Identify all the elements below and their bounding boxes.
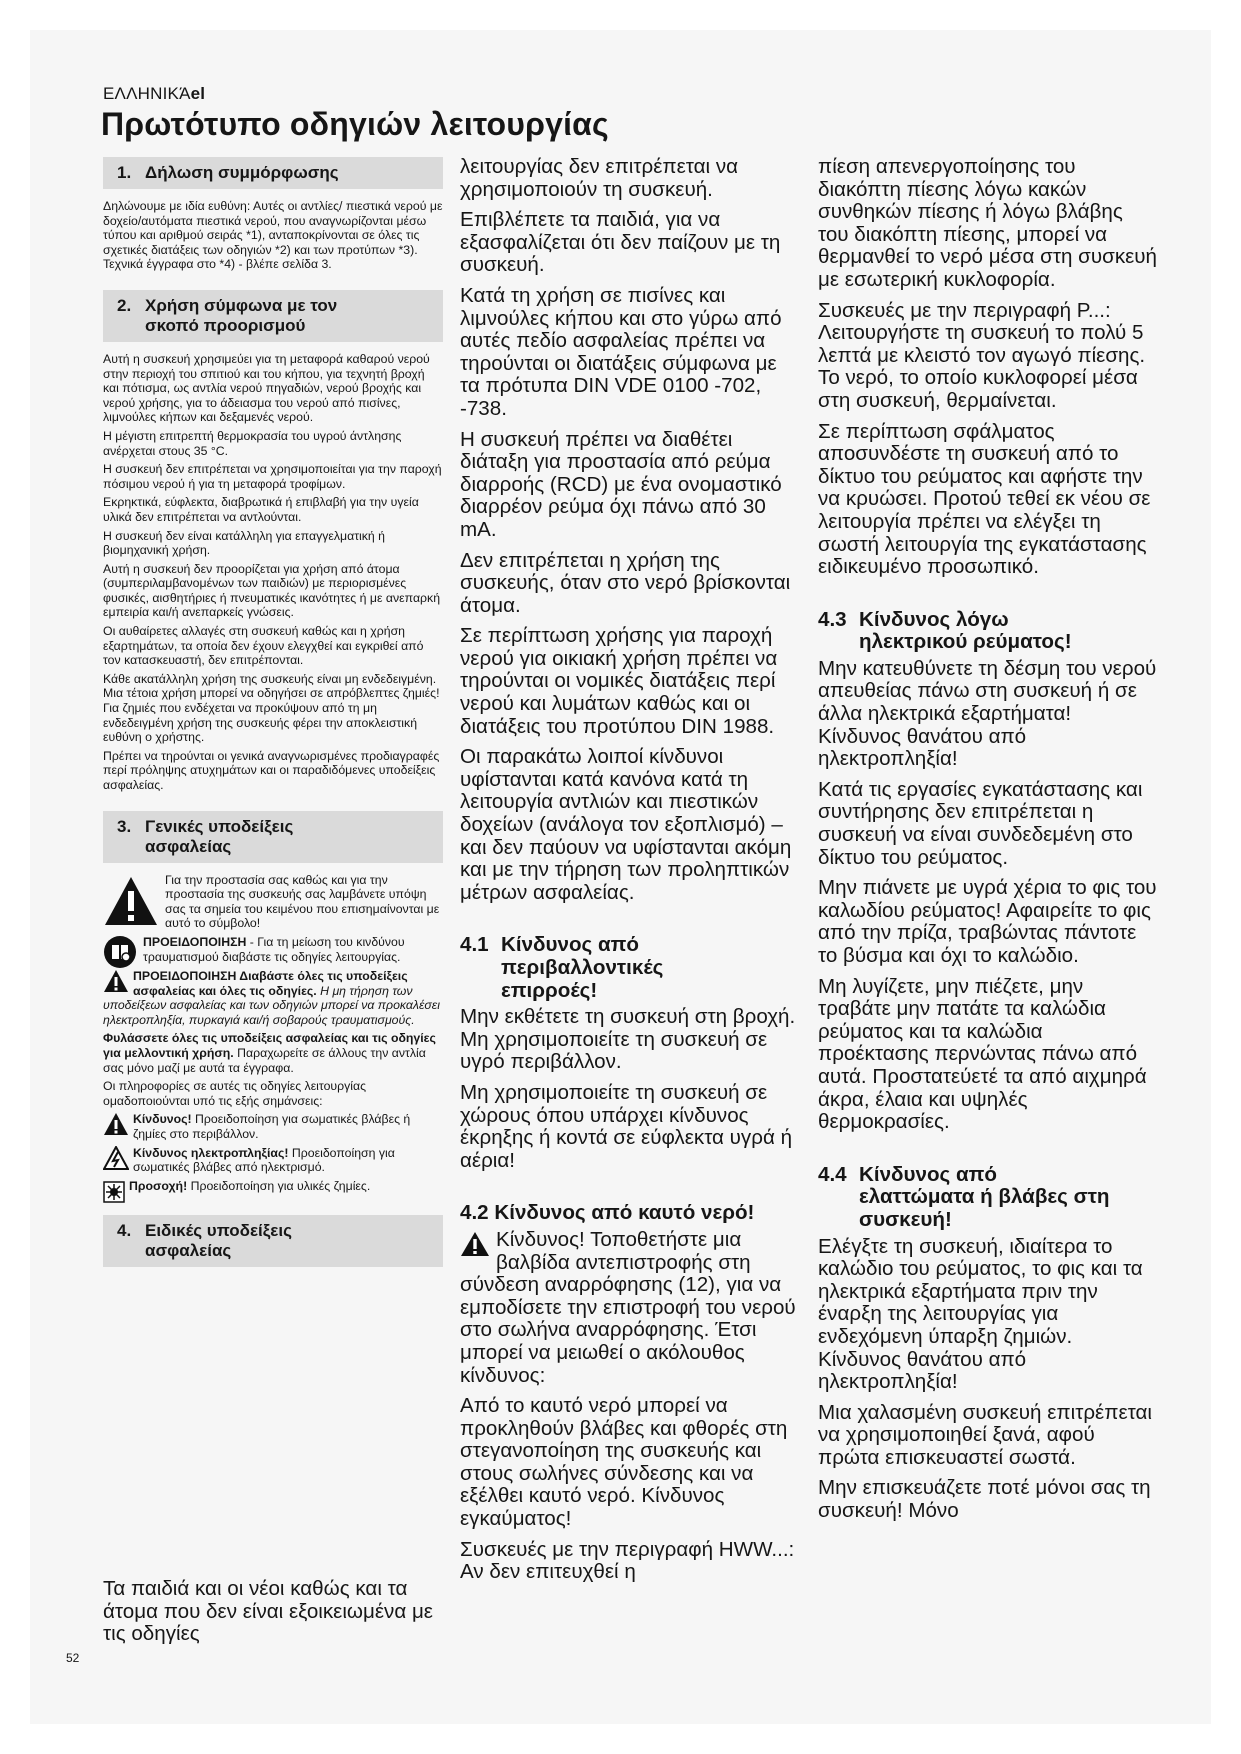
paragraph: Μην επισκευάζετε ποτέ μόνοι σας τη συσκευή! Μόνο [818, 1476, 1151, 1523]
section-2-heading: 2. Χρήση σύμφωνα με τον σκοπό προορισμού [103, 290, 443, 342]
column-3 [818, 156, 1158, 1531]
paragraph: Κατά τη χρήση σε πισίνες και λιμνούλες κήπου και στο γύρω από αυτές πεδίο ασφαλείας πρέπει να τηρούνται οι διατάξεις σύμφωνα με τα πρότυπα DIN VDE 0100 -702, -738. [460, 283, 782, 420]
caution-icon [103, 1181, 125, 1203]
paragraph: ΠΡΟΕΙΔΟΠΟΙΗΣΗ Διαβάστε όλες τις υποδείξεις ασφαλείας και όλες τις οδηγίες. Η μη τήρηση των υποδείξεων ασφαλείας και των οδηγιών μπορεί να προκαλέσει ηλεκτροπληξία, πυρκαγιά και/ή σοβαρούς τραυματισμούς. [103, 968, 440, 1027]
paragraph: Μην πιάνετε με υγρά χέρια το φις του καλωδίου ρεύματος! Αφαιρείτε το φις από την πρίζα, τραβώντας πάντοτε το βύσμα και όχι το καλώδιο. [818, 876, 1157, 967]
paragraph: Δηλώνουμε με ιδία ευθύνη: Αυτές οι αντλίες/ πιεστικά νερού με δοχείο/αυτόματα πιεστικά νερού, που αναγνωρίζονται μέσω τύπου και αριθμού σειράς *1), ανταποκρίνονται σε όλες τις σχετικές διατάξεις των οδηγιών *2) και των προτύπων *3). Τεχνικά έγγραφα στο *4) - βλέπε σελίδα 3. [103, 199, 443, 272]
warning-triangle-icon [103, 969, 129, 993]
page-number: 52 [66, 1651, 80, 1665]
paragraph: Μη χρησιμοποιείτε τη συσκευή σε χώρους όπου υπάρχει κίνδυνος έκρηξης ή κοντά σε εύφλεκτα υγρά ή αέρια! [460, 1080, 793, 1172]
section-4-3-heading: 4.3 Κίνδυνος λόγω ηλεκτρικού ρεύματος! [818, 607, 1072, 654]
paragraph: Οι παρακάτω λοιποί κίνδυνοι υφίστανται κατά κανόνα κατά τη λειτουργία αντλιών και πιεστικών δοχείων (ανάλογα τον εξοπλισμό) – και δεν παύουν να υφίστανται ακόμη και με την τήρηση των προληπτικών μέτρων ασφαλείας. [460, 745, 792, 904]
section-4-1-heading: 4.1 Κίνδυνος από περιβαλλοντικές επιρροές! [460, 933, 664, 1002]
paragraph: Από το καυτό νερό μπορεί να προκληθούν βλάβες και φθορές στη στεγανοποίηση της συσκευής και στους σωλήνες σύνδεσης και να εξέλθει καυτό νερό. Κίνδυνος εγκαύματος! [460, 1394, 788, 1531]
paragraph: Αυτή η συσκευή δεν προορίζεται για χρήση από άτομα (συμπεριλαμβανομένων των παιδιών) με περιορισμένες φυσικές, αισθητήριες ή πνευματικές ικανότητες ή με ανεπαρκή εμπειρία και/ή ανεπαρκείς γνώσεις. [103, 561, 441, 620]
column-1 [103, 157, 443, 1277]
paragraph: Μην κατευθύνετε τη δέσμη του νερού απευθείας πάνω στη συσκευή ή σε άλλα ηλεκτρικά εξαρτήματα! Κίνδυνος θανάτου από ηλεκτροπληξία! [818, 656, 1157, 771]
paragraph: Η μέγιστη επιτρεπτή θερμοκρασία του υγρού άντλησης ανέρχεται στους 35 °C. [103, 428, 402, 458]
paragraph: Αυτή η συσκευή χρησιμεύει για τη μεταφορά καθαρού νερού στην περιοχή του σπιτιού και του κήπου, για τεχνητή βροχή και πότισμα, ως αντλία νερού πηγαδιών, νερού βροχής και νερού χρήσης, για το άδειασμα του νερού από πισίνες, λιμνούλες κήπων και δεξαμενές νερού. [103, 351, 430, 425]
paragraph: Φυλάσσετε όλες τις υποδείξεις ασφαλείας και τις οδηγίες για μελλοντική χρήση. Παραχωρείτε σε άλλους την αντλία σας μόνο μαζί με αυτά τα έγγραφα. [103, 1031, 436, 1075]
paragraph: Σε περίπτωση σφάλματος αποσυνδέστε τη συσκευή από το δίκτυο του ρεύματος και αφήστε την να κρυώσει. Προτού τεθεί εκ νέου σε λειτουργία πρέπει να ελέγξει τη σωστή λειτουργία της εγκατάστασης ειδικευμένο προσωπικό. [818, 419, 1151, 579]
column-2 [460, 156, 800, 1592]
paragraph: Δεν επιτρέπεται η χρήση της συσκευής, όταν στο νερό βρίσκονται άτομα. [460, 548, 791, 617]
paragraph: Κίνδυνος ηλεκτροπληξίας! Προειδοποίηση για σωματικές βλάβες από ηλεκτρισμό. [103, 1146, 443, 1175]
electric-shock-icon [103, 1146, 129, 1170]
section-1-heading: 1. Δήλωση συμμόρφωσης [103, 157, 443, 189]
paragraph: Εκρηκτικά, εύφλεκτα, διαβρωτικά ή επιβλαβή για την υγεία υλικά δεν επιτρέπεται να αντλούνται. [103, 495, 419, 524]
paragraph: Μην εκθέτετε τη συσκευή στη βροχή. Μη χρησιμοποιείτε τη συσκευή σε υγρό περιβάλλον. [460, 1005, 796, 1074]
paragraph: Κίνδυνος! Τοποθετήστε μια βαλβίδα αντεπιστροφής στη σύνδεση αναρρόφησης (12), για να εμποδίσετε την επιστροφή του νερού στο σωλήνα αναρρόφησης. Έτσι μπορεί να μειωθεί ο ακόλουθος κίνδυνος: [460, 1227, 796, 1387]
column-1-continued [103, 1578, 443, 1654]
paragraph: Συσκευές με την περιγραφή P...: Λειτουργήστε τη συσκευή το πολύ 5 λεπτά με κλειστό τον αγωγό πίεσης. Το νερό, το οποίο κυκλοφορεί μέσα στη συσκευή, θερμαίνεται. [818, 298, 1146, 412]
paragraph: Σε περίπτωση χρήσης για παροχή νερού για οικιακή χρήση πρέπει να τηρούνται οι νομικές διατάξεις περί νερού και λυμάτων καθώς και οι διατάξεις του προτύπου DIN 1988. [460, 624, 778, 738]
paragraph: Μη λυγίζετε, μην πιέζετε, μην τραβάτε μην πατάτε τα καλώδια ρεύματος και τα καλώδια προέκτασης περνώντας πάνω από αυτά. Προστατεύετέ τα από αιχμηρά άκρα, έλαια και υψηλές θερμοκρασίες. [818, 974, 1147, 1134]
paragraph: Κατά τις εργασίες εγκατάστασης και συντήρησης δεν επιτρέπεται η συσκευή να είναι συνδεδεμένη στο δίκτυο του ρεύματος. [818, 777, 1143, 869]
section-4-heading: 4. Ειδικές υποδείξεις ασφαλείας [103, 1215, 443, 1267]
paragraph: Η συσκευή δεν επιτρέπεται να χρησιμοποιείται για την παροχή πόσιμου νερού ή για τη μεταφορά τροφίμων. [103, 462, 442, 491]
paragraph: Επιβλέπετε τα παιδιά, για να εξασφαλίζεται ότι δεν παίζουν με τη συσκευή. [460, 208, 781, 277]
page-title: Πρωτότυπο οδηγιών λειτουργίας [101, 106, 609, 142]
paragraph: Κάθε ακατάλληλη χρήση της συσκευής είναι μη ενδεδειγμένη. Μια τέτοια χρήση μπορεί να οδηγήσει σε απρόβλεπτες ζημιές! Για ζημιές που ενδέχεται να προκύψουν από τη μη ενδεδειγμένη χρήση της συσκευής φέρει την αποκλειστική ευθύνη ο χρήστης. [103, 671, 440, 745]
language-label: ΕΛΛΗΝΙΚΆel [103, 84, 206, 103]
paragraph: Ελέγξτε τη συσκευή, ιδιαίτερα το καλώδιο του ρεύματος, το φις και τα ηλεκτρικά εξαρτήματα πριν την έναρξη της λειτουργίας για ενδεχόμενη ύπαρξη ζημιών. Κίνδυνος θανάτου από ηλεκτροπληξία! [818, 1234, 1143, 1394]
read-manual-icon [103, 935, 137, 969]
section-4-4-heading: 4.4 Κίνδυνος από ελαττώματα ή βλάβες στη συσκευή! [818, 1162, 1110, 1231]
paragraph: λειτουργίας δεν επιτρέπεται να χρησιμοποιούν τη συσκευή. [460, 155, 739, 201]
paragraph: Μια χαλασμένη συσκευή επιτρέπεται να χρησιμοποιηθεί ξανά, αφού πρώτα επισκευαστεί σωστά. [818, 1400, 1152, 1469]
paragraph: Τα παιδιά και οι νέοι καθώς και τα άτομα που δεν είναι εξοικειωμένα με τις οδηγίες [103, 1577, 433, 1646]
paragraph: Οι αυθαίρετες αλλαγές στη συσκευή καθώς και η χρήση εξαρτημάτων, τα οποία δεν έχουν ελεγχθεί και εγκριθεί από τον κατασκευαστή, δεν επιτρέπονται. [103, 624, 424, 668]
paragraph: Προσοχή! Προειδοποίηση για υλικές ζημίες. [103, 1179, 443, 1194]
section-4-2-heading: 4.2 Κίνδυνος από καυτό νερό! [460, 1201, 755, 1225]
paragraph: Η συσκευή πρέπει να διαθέτει διάταξη για προστασία από ρεύμα διαρροής (RCD) με ένα ονομαστικό διαρρέον ρεύμα όχι πάνω από 30 mA. [460, 427, 782, 541]
paragraph: Κίνδυνος! Προειδοποίηση για σωματικές βλάβες ή ζημίες στο περιβάλλον. [103, 1112, 443, 1141]
paragraph: Συσκευές με την περιγραφή HWW...: Αν δεν επιτευχθεί η [460, 1537, 795, 1584]
paragraph: Η συσκευή δεν είναι κατάλληλη για επαγγελματική ή βιομηχανική χρήση. [103, 528, 386, 558]
paragraph: πίεση απενεργοποίησης του διακόπτη πίεσης λόγω κακών συνθηκών πίεσης ή λόγω βλάβης του διακόπτη πίεσης, μπορεί να θερμανθεί το νερό μέσα στη συσκευή με εσωτερική κυκλοφορία. [818, 155, 1158, 291]
danger-triangle-icon [460, 1231, 490, 1257]
danger-triangle-icon [103, 1112, 129, 1136]
paragraph: Πρέπει να τηρούνται οι γενικά αναγνωρισμένες προδιαγραφές περί πρόληψης ατυχημάτων και οι παραδιδόμενες υποδείξεις ασφαλείας. [103, 748, 440, 792]
warning-triangle-icon [103, 875, 159, 927]
paragraph: Οι πληροφορίες σε αυτές τις οδηγίες λειτουργίας ομαδοποιούνται υπό τις εξής σημάνσεις: [103, 1079, 367, 1108]
paragraph: ΠΡΟΕΙΔΟΠΟΙΗΣΗ - Για τη μείωση του κινδύνου τραυματισμού διαβάστε τις οδηγίες λειτουργίας. [103, 935, 443, 964]
paragraph: Για την προστασία σας καθώς και για την προστασία της συσκευής σας λαμβάνετε υπόψη σας τα σημεία του κειμένου που επισημαίνονται με αυτό το σύμβολο! [103, 873, 443, 931]
section-3-heading: 3. Γενικές υποδείξεις ασφαλείας [103, 811, 443, 863]
